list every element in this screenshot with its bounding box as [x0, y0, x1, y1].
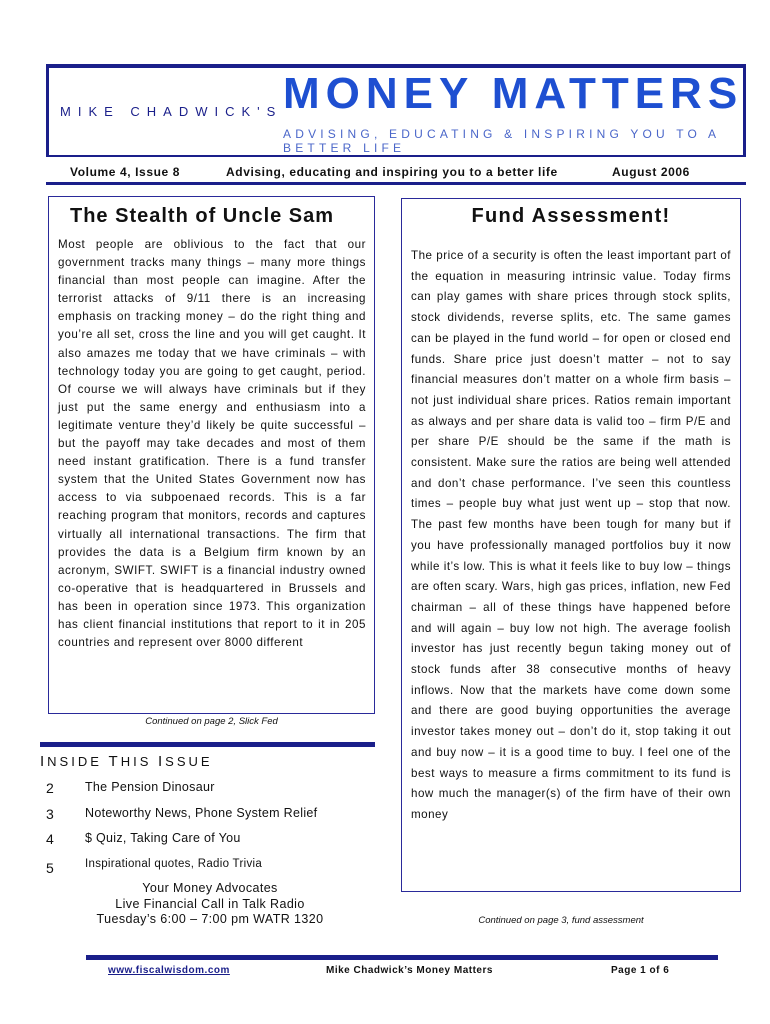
left-article-body: Most people are oblivious to the fact that our government tracks many things – many more things financial than most people can imagine. After the terrorist attacks of 9/11 there is an increasing emphasis on tracking money – do the right thing and you’re all set, cross the line and you will get caught. It also amazes me today that we have criminals – with technology today you are going to get caught, period. Of course we will always have criminals but if they just put the same energy and enthusiasm into a legitimate venture they’d likely be quite successful – but the payoff may take decades and most of them need instant gratification. There is a fund transfer system that the United States Government now has access to via subpoenaed records. This is a far reaching program that monitors, records and captures virtually all international transactions. The firm that provides the data is a Belgium firm known by an acronym, SWIFT. SWIFT is a financial industry owned co-operative that is headquartered in Brussels and has been in operation since 1973. This organization has client financial institutions that report to it in 205 countries and represent over 8000 different: [58, 238, 366, 650]
inside-item-page: 2: [46, 780, 54, 796]
inside-title-cap-2: T: [108, 753, 121, 770]
inside-issue-rule: [40, 742, 375, 747]
inside-title-cap-3: I: [157, 753, 166, 770]
right-article-body: The price of a security is often the least important part of the equation in measuring intrinsic value. Today firms can play games with share prices through stock splits, stock dividends, reverse splits, etc. The same games can be played in the fund world – for open or closed end funds. Share price just doesn’t matter – not to say financial measures don’t matter on a whole firm basis – not just individual share prices. Ratios remain important as always and per share data is valid too – firm P/E and per share P/E should be the same if the math is consistent. Make sure the ratios are being well attended and don’t chase performance. I’ve seen this countless times – people buy what just went up – stop that now. The past few months have been tough for many but if you have professionally managed portfolios buy it now while it’s low. This is what it feels like to buy low – things are often scary. Wars, high gas prices, inflation, new Fed chairman – all of these things have happened before and will again – buy low not high. The average foolish investor has just recently begun taking money out of stock funds after 38 consecutive months of heavy inflows. Now that the markets have come down some and there are good buying opportunities the average investor takes money out – don’t do it, stop taking it out and buy now – it is a good time to buy. I feel one of the best ways to measure a firms commitment to its fund is how much the manager(s) of the firm have of their own money: [411, 249, 731, 821]
masthead-author: MIKE CHADWICK'S: [60, 104, 283, 119]
left-article-continued: Continued on page 2, Slick Fed: [145, 716, 278, 727]
inside-issue-title: [40, 753, 213, 770]
footer-publication: Mike Chadwick’s Money Matters: [326, 965, 493, 976]
inside-item-label: Noteworthy News, Phone System Relief: [85, 806, 318, 820]
volume-date: August 2006: [612, 165, 690, 179]
inside-item-label: The Pension Dinosaur: [85, 780, 215, 794]
footer-rule: [86, 955, 718, 960]
radio-line-2: Live Financial Call in Talk Radio: [115, 896, 305, 911]
inside-item-label: Inspirational quotes, Radio Trivia: [85, 858, 263, 870]
footer-website-link[interactable]: www.fiscalwisdom.com: [108, 965, 230, 976]
masthead-title: MONEY MATTERS: [283, 69, 744, 118]
inside-title-part-2: HIS: [120, 754, 158, 769]
inside-title-cap-1: I: [40, 753, 48, 770]
right-article-title: Fund Assessment!: [471, 205, 671, 227]
volume-issue: Volume 4, Issue 8: [70, 165, 181, 179]
radio-promo: [40, 881, 380, 928]
masthead-left-bar: [46, 68, 49, 156]
inside-item-page: 3: [46, 806, 54, 822]
inside-item-page: 5: [46, 860, 54, 876]
right-article-continued: Continued on page 3, fund assessment: [478, 915, 644, 926]
left-article-title: The Stealth of Uncle Sam: [70, 205, 335, 227]
inside-title-part-1: NSIDE: [47, 754, 109, 769]
footer-page-number: Page 1 of 6: [611, 965, 670, 976]
radio-line-3: Tuesday’s 6:00 – 7:00 pm WATR 1320: [96, 912, 324, 926]
volume-bar: [46, 155, 746, 185]
radio-line-1: Your Money Advocates: [142, 881, 278, 895]
inside-title-part-3: SSUE: [165, 754, 213, 769]
masthead-tagline: ADVISING, EDUCATING & INSPIRING YOU TO A BETTER LIFE: [283, 127, 720, 155]
inside-item-label: $ Quiz, Taking Care of You: [85, 831, 241, 845]
volume-motto: Advising, educating and inspiring you to a better life: [226, 165, 558, 179]
inside-item-page: 4: [46, 831, 54, 847]
